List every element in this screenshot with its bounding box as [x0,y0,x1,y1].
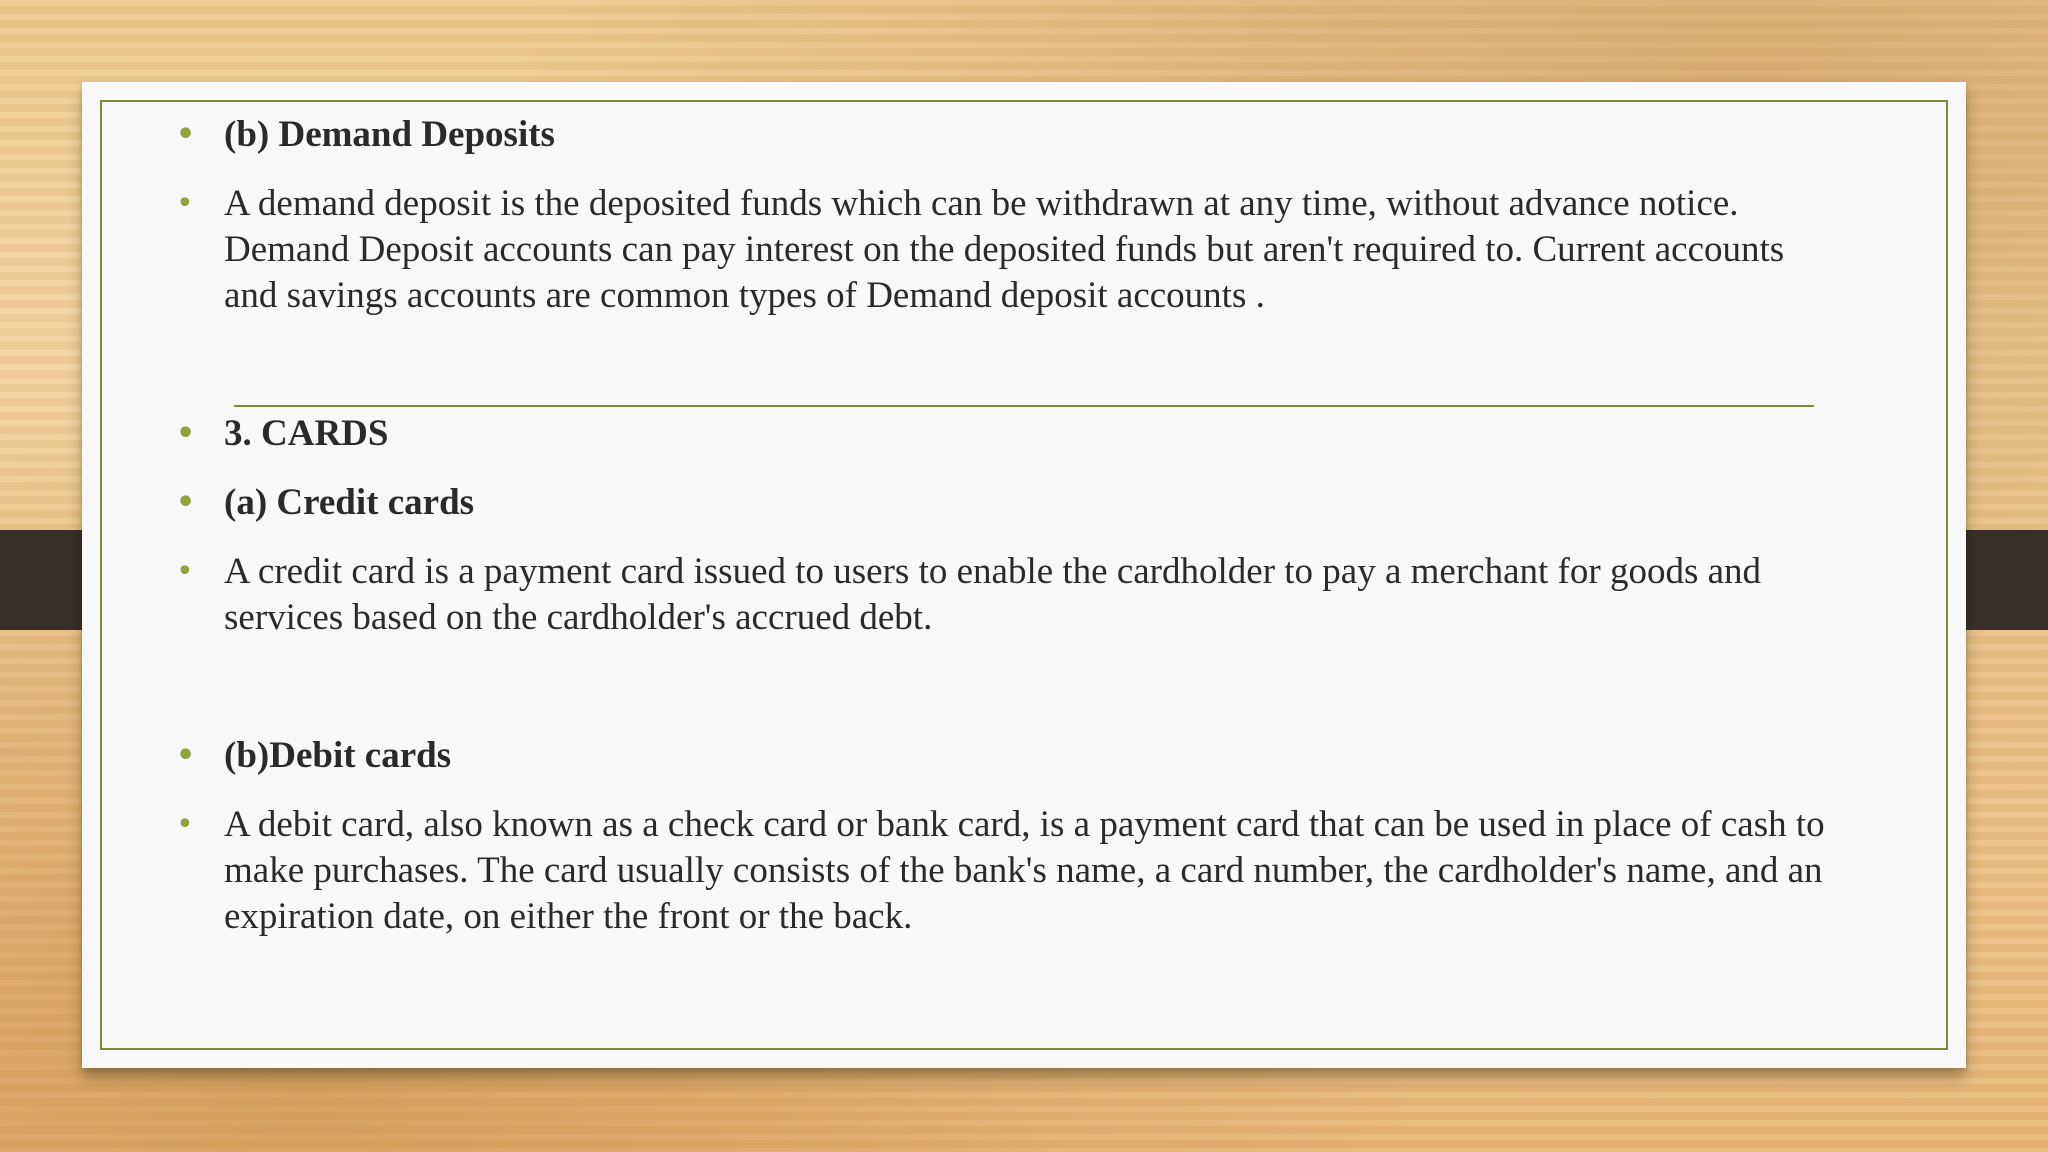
heading-text: (b) Demand Deposits [224,114,555,155]
paragraph-text: A credit card is a payment card issued to users to enable the cardholder to pay a merchant for goods and services based on the cardholder's accrued debt. [224,551,1762,638]
bullet-dot-icon: • [176,554,194,589]
heading-text: (b)Debit cards [224,735,452,776]
bullet-dot-icon: • [176,738,196,773]
paragraph-debit-cards [176,802,1844,940]
heading-demand-deposits [176,112,1864,158]
heading-debit-cards [176,733,1864,779]
bullet-dot-icon: • [176,807,194,842]
paragraph-credit-cards [176,549,1824,641]
section-divider [234,405,1814,407]
bullet-dot-icon: • [176,485,196,520]
bullet-dot-icon: • [176,186,194,221]
bullet-dot-icon: • [176,117,196,152]
heading-cards [176,411,1864,457]
heading-text: (a) Credit cards [224,482,475,523]
paragraph-text: A demand deposit is the deposited funds which can be withdrawn at any time, without advance notice. Demand Deposit accounts can pay interest on the deposited funds but aren't required to. Current accounts and savings accounts are common types of Demand deposit accounts . [224,183,1785,316]
paragraph-text: A debit card, also known as a check card or bank card, is a payment card that can be used in place of cash to make purchases. The card usually consists of the bank's name, a card number, the cardholder's name, and an expiration date, on either the front or the back. [224,804,1825,937]
paragraph-demand-deposits [176,181,1824,319]
heading-text: 3. CARDS [224,413,389,454]
heading-credit-cards [176,480,1864,526]
bullet-dot-icon: • [176,416,196,451]
